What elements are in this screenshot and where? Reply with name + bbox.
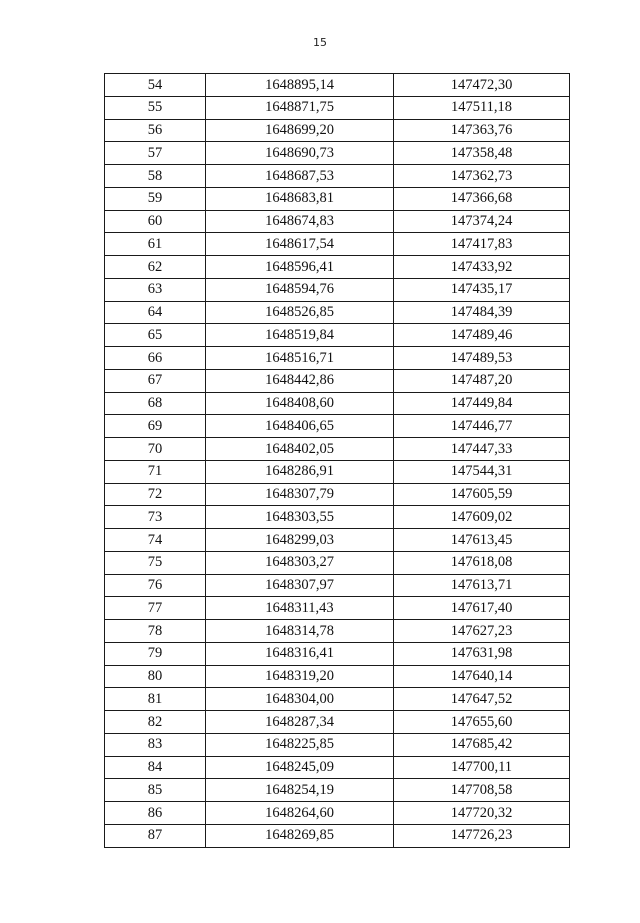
y-coordinate-cell: 147489,46 [394,324,570,347]
table-row [105,802,570,825]
y-coordinate-cell: 147655,60 [394,711,570,734]
y-coordinate-cell: 147487,20 [394,369,570,392]
point-number-cell: 80 [105,665,206,688]
y-coordinate-cell: 147685,42 [394,733,570,756]
x-coordinate-cell: 1648516,71 [206,347,394,370]
x-coordinate-cell: 1648674,83 [206,210,394,233]
table-row [105,551,570,574]
x-coordinate-cell: 1648687,53 [206,165,394,188]
y-coordinate-cell: 147617,40 [394,597,570,620]
point-number-cell: 54 [105,74,206,97]
point-number-cell: 78 [105,620,206,643]
y-coordinate-cell: 147489,53 [394,347,570,370]
table-row [105,415,570,438]
y-coordinate-cell: 147446,77 [394,415,570,438]
point-number-cell: 76 [105,574,206,597]
table-row [105,620,570,643]
x-coordinate-cell: 1648299,03 [206,529,394,552]
point-number-cell: 74 [105,529,206,552]
point-number-cell: 72 [105,483,206,506]
y-coordinate-cell: 147726,23 [394,824,570,847]
point-number-cell: 59 [105,187,206,210]
point-number-cell: 63 [105,278,206,301]
table-row [105,824,570,847]
y-coordinate-cell: 147417,83 [394,233,570,256]
x-coordinate-cell: 1648316,41 [206,642,394,665]
y-coordinate-cell: 147433,92 [394,256,570,279]
x-coordinate-cell: 1648402,05 [206,438,394,461]
y-coordinate-cell: 147613,71 [394,574,570,597]
table-row [105,74,570,97]
table-row [105,756,570,779]
x-coordinate-cell: 1648254,19 [206,779,394,802]
point-number-cell: 79 [105,642,206,665]
x-coordinate-cell: 1648303,27 [206,551,394,574]
table-row [105,392,570,415]
x-coordinate-cell: 1648526,85 [206,301,394,324]
x-coordinate-cell: 1648406,65 [206,415,394,438]
table-row [105,119,570,142]
x-coordinate-cell: 1648871,75 [206,96,394,119]
y-coordinate-cell: 147605,59 [394,483,570,506]
table-row [105,665,570,688]
x-coordinate-cell: 1648225,85 [206,733,394,756]
table-row [105,256,570,279]
x-coordinate-cell: 1648304,00 [206,688,394,711]
table-row [105,711,570,734]
x-coordinate-cell: 1648245,09 [206,756,394,779]
y-coordinate-cell: 147363,76 [394,119,570,142]
x-coordinate-cell: 1648319,20 [206,665,394,688]
y-coordinate-cell: 147708,58 [394,779,570,802]
table-row [105,460,570,483]
y-coordinate-cell: 147720,32 [394,802,570,825]
x-coordinate-cell: 1648690,73 [206,142,394,165]
x-coordinate-cell: 1648596,41 [206,256,394,279]
point-number-cell: 75 [105,551,206,574]
table-row [105,597,570,620]
point-number-cell: 73 [105,506,206,529]
table-row [105,369,570,392]
y-coordinate-cell: 147640,14 [394,665,570,688]
y-coordinate-cell: 147362,73 [394,165,570,188]
x-coordinate-cell: 1648307,97 [206,574,394,597]
y-coordinate-cell: 147700,11 [394,756,570,779]
point-number-cell: 66 [105,347,206,370]
x-coordinate-cell: 1648264,60 [206,802,394,825]
table-row [105,779,570,802]
table-row [105,574,570,597]
point-number-cell: 77 [105,597,206,620]
table-row [105,278,570,301]
point-number-cell: 83 [105,733,206,756]
point-number-cell: 61 [105,233,206,256]
y-coordinate-cell: 147647,52 [394,688,570,711]
table-row [105,642,570,665]
y-coordinate-cell: 147618,08 [394,551,570,574]
y-coordinate-cell: 147511,18 [394,96,570,119]
x-coordinate-cell: 1648303,55 [206,506,394,529]
y-coordinate-cell: 147435,17 [394,278,570,301]
y-coordinate-cell: 147484,39 [394,301,570,324]
table-row [105,165,570,188]
point-number-cell: 67 [105,369,206,392]
y-coordinate-cell: 147374,24 [394,210,570,233]
point-number-cell: 86 [105,802,206,825]
point-number-cell: 56 [105,119,206,142]
point-number-cell: 58 [105,165,206,188]
y-coordinate-cell: 147449,84 [394,392,570,415]
table-row [105,483,570,506]
table-row [105,529,570,552]
point-number-cell: 85 [105,779,206,802]
x-coordinate-cell: 1648307,79 [206,483,394,506]
table-row [105,438,570,461]
point-number-cell: 70 [105,438,206,461]
page-number: 15 [313,36,327,49]
x-coordinate-cell: 1648895,14 [206,74,394,97]
y-coordinate-cell: 147613,45 [394,529,570,552]
coordinates-table [104,73,570,848]
table-row [105,142,570,165]
y-coordinate-cell: 147631,98 [394,642,570,665]
table-row [105,324,570,347]
point-number-cell: 57 [105,142,206,165]
table-row [105,733,570,756]
point-number-cell: 82 [105,711,206,734]
table-row [105,347,570,370]
y-coordinate-cell: 147447,33 [394,438,570,461]
point-number-cell: 69 [105,415,206,438]
y-coordinate-cell: 147366,68 [394,187,570,210]
point-number-cell: 87 [105,824,206,847]
x-coordinate-cell: 1648683,81 [206,187,394,210]
point-number-cell: 81 [105,688,206,711]
x-coordinate-cell: 1648287,34 [206,711,394,734]
x-coordinate-cell: 1648442,86 [206,369,394,392]
x-coordinate-cell: 1648269,85 [206,824,394,847]
table-row [105,210,570,233]
point-number-cell: 84 [105,756,206,779]
x-coordinate-cell: 1648519,84 [206,324,394,347]
y-coordinate-cell: 147544,31 [394,460,570,483]
y-coordinate-cell: 147358,48 [394,142,570,165]
x-coordinate-cell: 1648314,78 [206,620,394,643]
point-number-cell: 60 [105,210,206,233]
x-coordinate-cell: 1648617,54 [206,233,394,256]
point-number-cell: 55 [105,96,206,119]
table-row [105,96,570,119]
table-row [105,301,570,324]
table-row [105,233,570,256]
table-row [105,688,570,711]
y-coordinate-cell: 147627,23 [394,620,570,643]
y-coordinate-cell: 147472,30 [394,74,570,97]
point-number-cell: 65 [105,324,206,347]
x-coordinate-cell: 1648594,76 [206,278,394,301]
coordinates-table-body [105,74,570,848]
x-coordinate-cell: 1648408,60 [206,392,394,415]
point-number-cell: 71 [105,460,206,483]
point-number-cell: 62 [105,256,206,279]
table-row [105,187,570,210]
table-row [105,506,570,529]
x-coordinate-cell: 1648699,20 [206,119,394,142]
y-coordinate-cell: 147609,02 [394,506,570,529]
x-coordinate-cell: 1648286,91 [206,460,394,483]
point-number-cell: 68 [105,392,206,415]
point-number-cell: 64 [105,301,206,324]
x-coordinate-cell: 1648311,43 [206,597,394,620]
